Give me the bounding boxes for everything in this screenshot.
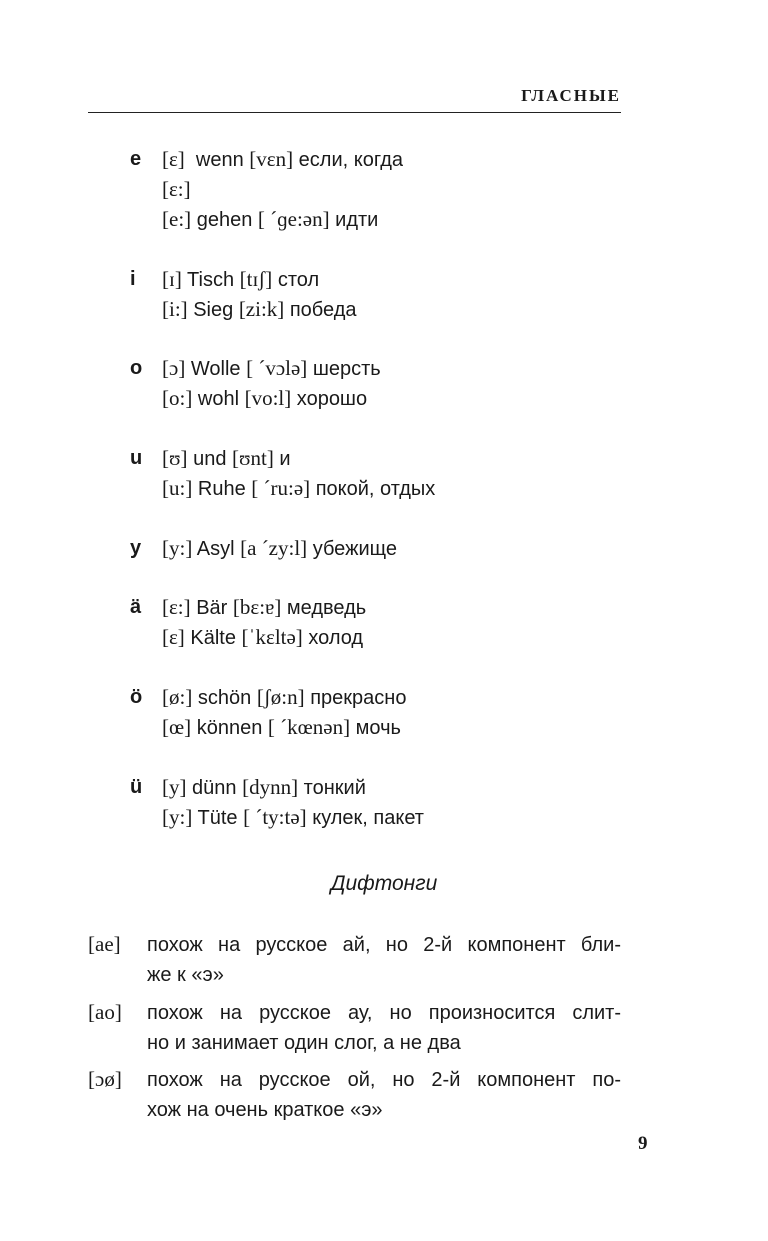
diphthong-description-line: похож на русское ай, но 2-й компонент бли- <box>147 934 621 956</box>
ipa-transcription: [e:] <box>162 207 192 231</box>
example-text: если, когда <box>293 149 404 171</box>
example-text: Bär <box>190 597 233 619</box>
example-text: мочь <box>350 717 401 739</box>
example-text: Ruhe <box>192 478 252 500</box>
example-text: тонкий <box>298 777 366 799</box>
vowel-example-line <box>162 177 191 202</box>
ipa-transcription: [ʃø:n] <box>256 685 305 709</box>
diphthong-description-line: похож на русское ау, но произносится слит- <box>147 1002 621 1024</box>
vowel-example-line <box>162 446 291 471</box>
vowel-example-line <box>162 147 403 172</box>
ipa-transcription: [o:] <box>162 386 193 410</box>
page-number: 9 <box>638 1133 648 1154</box>
diphthongs-heading: Дифтонги <box>330 872 438 895</box>
header-title: ГЛАСНЫЕ <box>521 86 621 105</box>
ipa-transcription: [ ˊvɔlə] <box>246 356 308 380</box>
vowel-example-line <box>162 805 424 830</box>
vowel-letter: ü <box>130 776 143 798</box>
vowel-example-line <box>162 267 319 292</box>
ipa-transcription: [ ˊru:ə] <box>251 476 311 500</box>
ipa-transcription: [œ] <box>162 715 192 739</box>
example-text: стол <box>272 269 320 291</box>
vowel-example-line <box>162 595 366 620</box>
ipa-transcription: [ø:] <box>162 685 193 709</box>
ipa-transcription: [a ˊzy:l] <box>240 536 308 560</box>
example-text: идти <box>329 209 379 231</box>
example-text: Tisch <box>181 269 240 291</box>
ipa-transcription: [vɛn] <box>249 147 294 171</box>
vowel-example-line <box>162 297 357 322</box>
ipa-transcription: [tɪʃ] <box>239 267 273 291</box>
ipa-transcription: [dynn] <box>242 775 299 799</box>
example-text: Tüte <box>192 807 244 829</box>
vowel-letter: ä <box>130 596 142 618</box>
ipa-transcription: [ɛ:] <box>162 177 191 201</box>
example-text: gehen <box>191 209 258 231</box>
vowel-letter: u <box>130 447 143 469</box>
example-text: и <box>273 448 291 470</box>
example-text: прекрасно <box>304 687 407 709</box>
example-text: können <box>191 717 268 739</box>
example-text: wohl <box>192 388 245 410</box>
diphthong-description-line: похож на русское ой, но 2-й компонент по- <box>147 1069 621 1091</box>
example-text: хорошо <box>291 388 368 410</box>
ipa-transcription: [ɔ] <box>162 356 186 380</box>
example-text: schön <box>192 687 257 709</box>
vowel-letter: e <box>130 148 142 170</box>
example-text: шерсть <box>307 358 381 380</box>
ipa-transcription: [y:] <box>162 536 193 560</box>
vowel-example-line <box>162 775 366 800</box>
example-text: победа <box>284 299 357 321</box>
diphthong-ipa: [ao] <box>88 1000 122 1024</box>
example-text: Asyl <box>192 538 241 560</box>
diphthong-description-line: же к «э» <box>147 964 224 986</box>
example-text: dünn <box>186 777 243 799</box>
ipa-transcription: [vo:l] <box>244 386 292 410</box>
running-header <box>88 84 621 113</box>
diphthong-description-line: но и занимает один слог, а не два <box>147 1032 461 1054</box>
example-text: Wolle <box>185 358 247 380</box>
ipa-transcription: [i:] <box>162 297 188 321</box>
ipa-transcription: [ʊnt] <box>232 446 274 470</box>
vowel-letter: o <box>130 357 143 379</box>
vowel-example-line <box>162 685 406 710</box>
ipa-transcription: [ʊ] <box>162 446 188 470</box>
example-text: убежище <box>307 538 397 560</box>
example-text: медведь <box>281 597 367 619</box>
ipa-transcription: [bɛ:ɐ] <box>232 595 282 619</box>
ipa-transcription: [ ˊɡe:ən] <box>257 207 330 231</box>
vowel-example-line <box>162 476 435 501</box>
vowel-letter: y <box>130 537 142 559</box>
ipa-transcription: [zi:k] <box>238 297 285 321</box>
ipa-transcription: [ ˊkœnən] <box>267 715 351 739</box>
ipa-transcription: [ɛ] <box>162 625 185 649</box>
diphthong-ipa: [ɔø] <box>88 1067 122 1091</box>
vowel-example-line <box>162 207 378 232</box>
ipa-transcription: [ ˊty:tə] <box>243 805 307 829</box>
ipa-transcription: [ˈkɛltə] <box>241 625 303 649</box>
ipa-transcription: [y] <box>162 775 187 799</box>
example-text: Kälte <box>184 627 242 649</box>
diphthong-ipa: [ae] <box>88 932 121 956</box>
ipa-transcription: [y:] <box>162 805 193 829</box>
vowel-letter: i <box>130 268 136 290</box>
example-text: холод <box>302 627 364 649</box>
example-text: und <box>187 448 232 470</box>
vowel-letter: ö <box>130 686 143 708</box>
vowel-example-line <box>162 625 363 650</box>
vowel-example-line <box>162 356 381 381</box>
ipa-transcription: [u:] <box>162 476 193 500</box>
vowel-example-line <box>162 536 397 561</box>
example-text: кулек, пакет <box>306 807 424 829</box>
example-text: покой, отдых <box>310 478 436 500</box>
example-text: Sieg <box>187 299 239 321</box>
diphthong-description-line: хож на очень краткое «э» <box>147 1099 383 1121</box>
example-text: wenn <box>184 149 250 171</box>
vowel-example-line <box>162 715 401 740</box>
ipa-transcription: [ɛ:] <box>162 595 191 619</box>
vowel-example-line <box>162 386 367 411</box>
ipa-transcription: [ɪ] <box>162 267 182 291</box>
ipa-transcription: [ɛ] <box>162 147 185 171</box>
